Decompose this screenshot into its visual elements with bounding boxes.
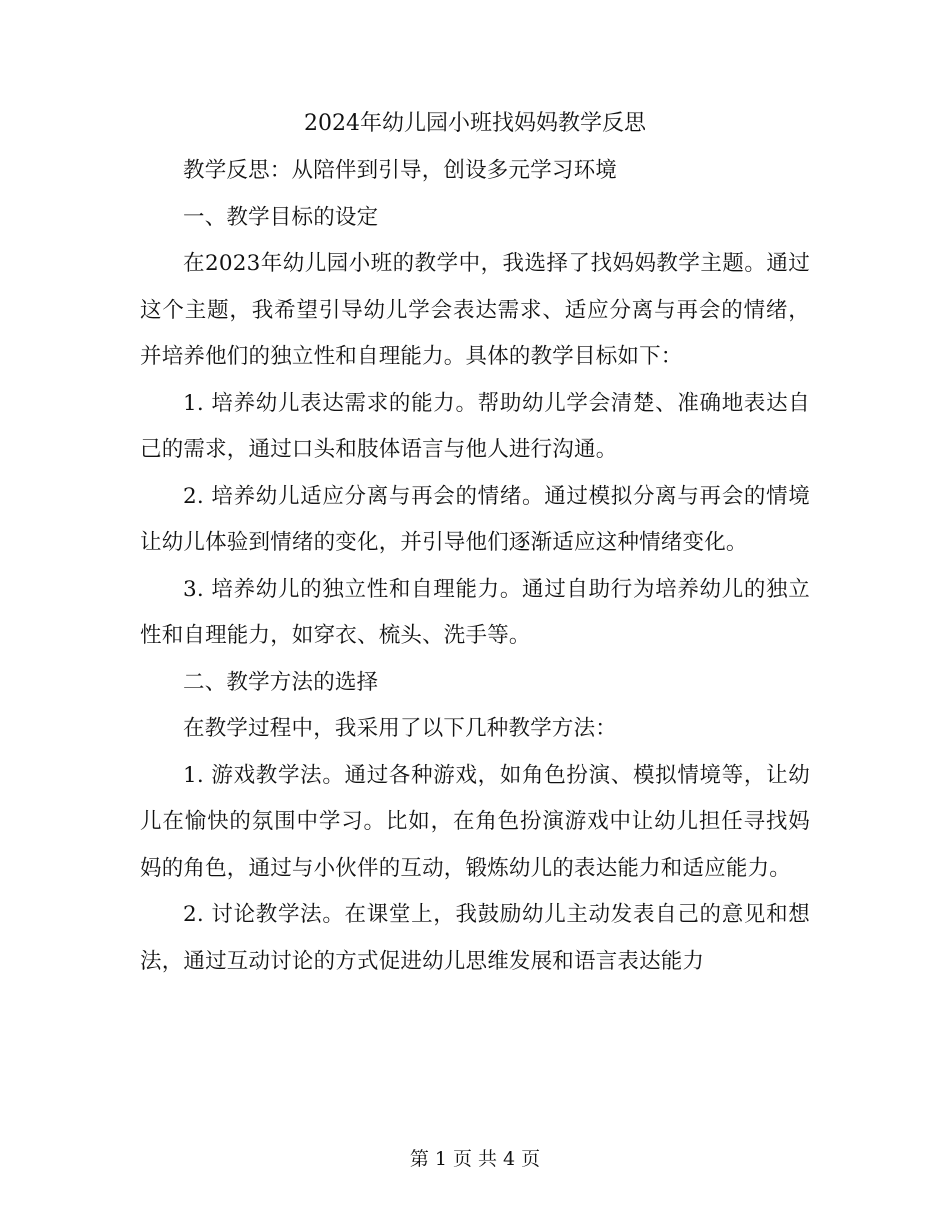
list-item-goal-2: 2. 培养幼儿适应分离与再会的情绪。通过模拟分离与再会的情境让幼儿体验到情绪的变化，并引导他们逐渐适应这种情绪变化。 [140, 483, 810, 555]
page-footer: 第 1 页 共 4 页 [409, 1148, 541, 1170]
section-heading-methods: 二、教学方法的选择 [183, 669, 379, 695]
list-item-method-2: 2. 讨论教学法。在课堂上，我鼓励幼儿主动发表自己的意见和想法，通过互动讨论的方式促进幼儿思维发展和语言表达能力 [140, 902, 810, 974]
list-item-goal-3: 3. 培养幼儿的独立性和自理能力。通过自助行为培养幼儿的独立性和自理能力，如穿衣、梳头、洗手等。 [140, 576, 810, 648]
list-item-method-1: 1. 游戏教学法。通过各种游戏，如角色扮演、模拟情境等，让幼儿在愉快的氛围中学习。比如，在角色扮演游戏中让幼儿担任寻找妈妈的角色，通过与小伙伴的互动，锻炼幼儿的表达能力和适应能力。 [140, 762, 810, 881]
document-title: 2024年幼儿园小班找妈妈教学反思 [304, 111, 646, 136]
paragraph-subtitle: 教学反思：从陪伴到引导，创设多元学习环境 [183, 158, 618, 183]
paragraph-methods-intro: 在教学过程中，我采用了以下几种教学方法： [183, 716, 618, 741]
section-heading-goals: 一、教学目标的设定 [183, 204, 379, 230]
document-body [140, 102, 810, 985]
list-item-goal-1: 1. 培养幼儿表达需求的能力。帮助幼儿学会清楚、准确地表达自己的需求，通过口头和肢体语言与他人进行沟通。 [140, 390, 810, 462]
paragraph-goals-intro: 在2023年幼儿园小班的教学中，我选择了找妈妈教学主题。通过这个主题，我希望引导幼儿学会表达需求、适应分离与再会的情绪，并培养他们的独立性和自理能力。具体的教学目标如下： [140, 251, 810, 369]
